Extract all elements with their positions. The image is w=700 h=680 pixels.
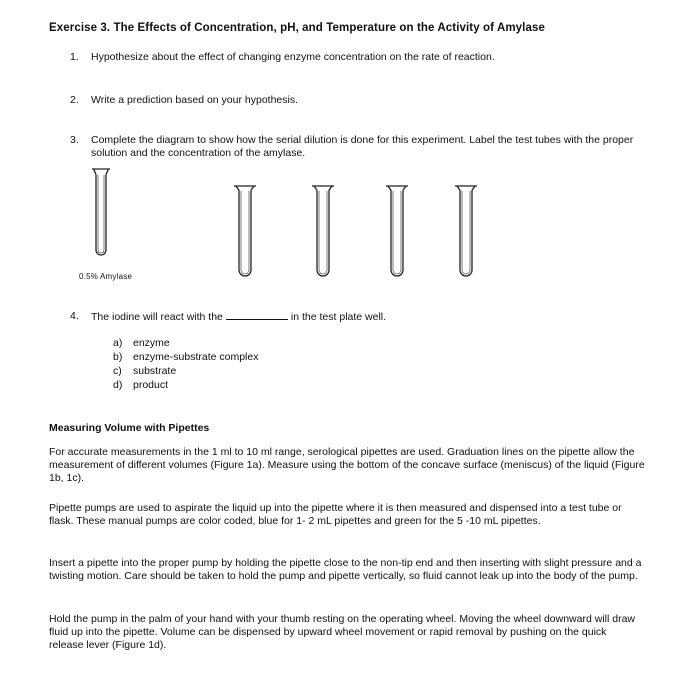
- option-c: [113, 364, 176, 378]
- tube-1-label: 0.5% Amylase: [79, 272, 133, 281]
- question-1-number: 1.: [70, 51, 79, 63]
- question-1-text: Hypothesize about the effect of changing enzyme concentration on the rate of reaction.: [91, 51, 495, 63]
- option-b-letter: b): [113, 351, 123, 363]
- question-4-text-before: The iodine will react with the: [91, 311, 223, 323]
- answer-blank[interactable]: [226, 310, 288, 320]
- test-tube-2: [234, 186, 256, 276]
- option-b-text: enzyme-substrate complex: [133, 351, 259, 363]
- paragraph-1: For accurate measurements in the 1 ml to 10 ml range, serological pipettes are used. Graduation lines on the pipette allow the measurement of different volumes (Figure 1a). Measure using the bottom of the concave surface (meniscus) of the liquid (Figure 1b, 1c).: [49, 446, 645, 484]
- option-d-letter: d): [113, 379, 123, 391]
- option-a-text: enzyme: [133, 337, 170, 349]
- section-heading: Measuring Volume with Pipettes: [49, 422, 210, 434]
- question-2-number: 2.: [70, 94, 79, 106]
- serial-dilution-diagram: [0, 0, 700, 300]
- question-4-text: [91, 310, 651, 324]
- option-a: [113, 336, 170, 350]
- option-a-letter: a): [113, 337, 123, 349]
- option-b: [113, 350, 258, 364]
- option-c-text: substrate: [133, 365, 177, 377]
- question-2-text: Write a prediction based on your hypothesis.: [91, 94, 299, 106]
- exercise-title: Exercise 3. The Effects of Concentration, pH, and Temperature on the Activity of Amylase: [49, 22, 545, 34]
- paragraph-2: Pipette pumps are used to aspirate the liquid up into the pipette where it is then measured and dispensed into a test tube or flask. These manual pumps are color coded, blue for 1- 2 mL pipettes and green for the 5 -10 mL pipettes.: [49, 502, 622, 527]
- question-4-text-after: in the test plate well.: [290, 311, 387, 323]
- test-tube-1: [92, 169, 110, 255]
- question-3-number: 3.: [70, 134, 79, 146]
- test-tube-4: [386, 186, 408, 276]
- test-tube-3: [312, 186, 334, 276]
- option-d-text: product: [133, 379, 169, 391]
- test-tube-5: [455, 186, 477, 276]
- paragraph-4: Hold the pump in the palm of your hand with your thumb resting on the operating wheel. Moving the wheel downward will draw fluid up into the pipette. Volume can be dispensed by upward wheel movement or rapid removal by pushing on the quick release lever (Figure 1d).: [49, 613, 635, 651]
- question-3-text: Complete the diagram to show how the serial dilution is done for this experiment. Label the test tubes with the proper solution and the concentration of the amylase.: [91, 134, 634, 159]
- option-d: [113, 378, 168, 392]
- question-4-number: 4.: [70, 310, 79, 322]
- option-c-letter: c): [113, 365, 122, 377]
- paragraph-3: Insert a pipette into the proper pump by holding the pipette close to the non-tip end and then inserting with slight pressure and a twisting motion. Care should be taken to hold the pump and pipette vertically, so fluid cannot leak up into the body of the pump.: [49, 557, 642, 582]
